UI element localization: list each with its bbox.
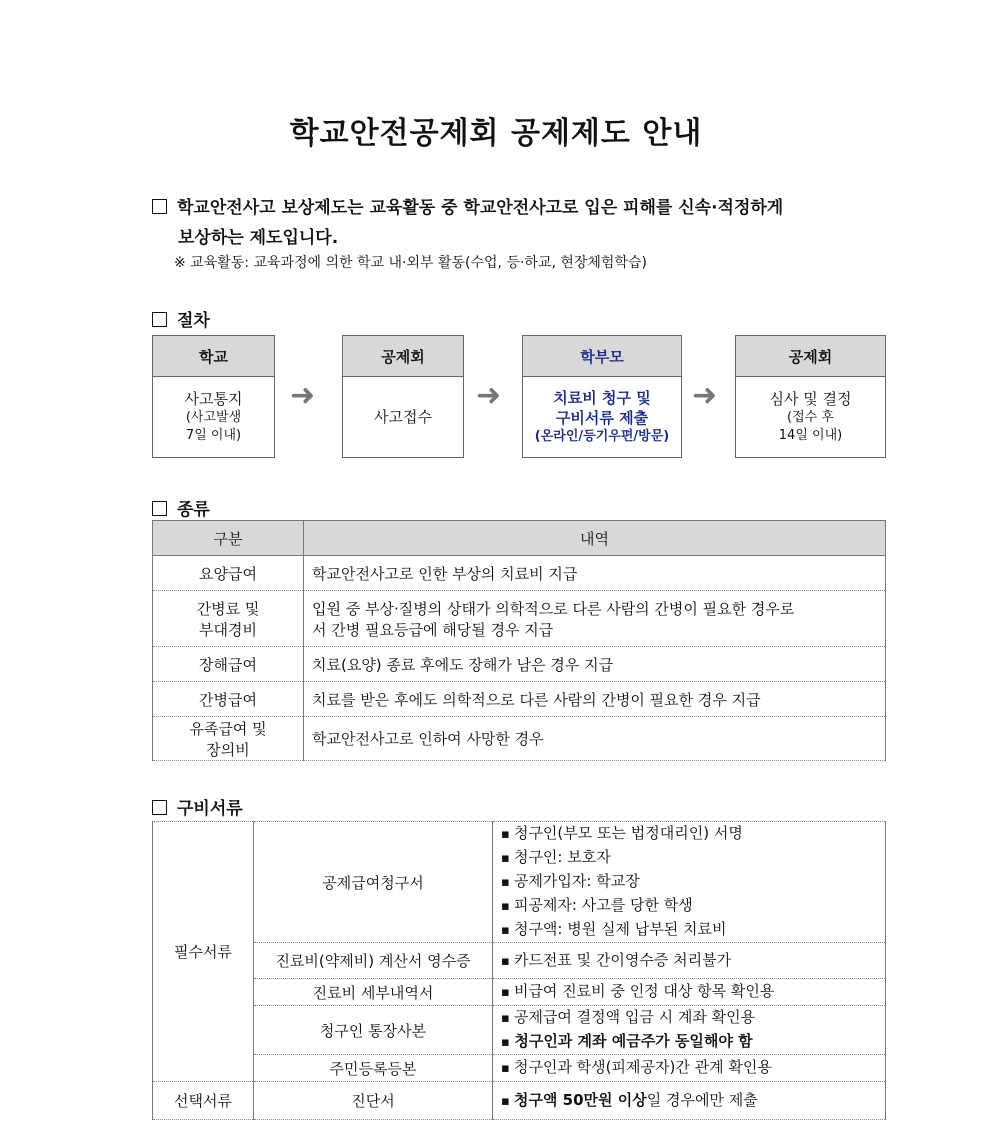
checkbox-bullet-icon <box>152 199 167 214</box>
flow-step-text: 사고통지 <box>184 390 243 408</box>
flow-step-head: 학교 <box>153 336 274 377</box>
docs-heading: 구비서류 <box>152 794 243 819</box>
table-row: 유족급여 및 장의비 학교안전사고로 인하여 사망한 경우 <box>153 717 886 761</box>
arrow-right-icon: ➜ <box>692 378 718 413</box>
table-row: 진료비(약제비) 계산서 영수증 ▪ 카드전표 및 간이영수증 처리불가 <box>153 943 886 979</box>
list-item: ▪ 청구액 50만원 이상일 경우에만 제출 <box>501 1089 877 1113</box>
flow-step-sub: 14일 이내) <box>778 428 843 443</box>
table-row: 청구인 통장사본 ▪ 공제급여 결정액 입금 시 계좌 확인용 ▪ 청구인과 계좌 예금주가 동일해야 함 <box>153 1006 886 1055</box>
list-item: ▪ 청구인과 학생(피제공자)간 관계 확인용 <box>501 1056 877 1080</box>
intro-note: ※ 교육활동: 교육과정에 의한 학교 내·외부 활동(수업, 등·하교, 현장체험학습) <box>174 255 647 271</box>
docs-table <box>152 821 886 1120</box>
table-row: 요양급여 학교안전사고로 인한 부상의 치료비 지급 <box>153 556 886 591</box>
list-item: ▪ 카드전표 및 간이영수증 처리불가 <box>501 949 877 973</box>
checkbox-bullet-icon <box>152 501 167 516</box>
table-row: 간병급여 치료를 받은 후에도 의학적으로 다른 사람의 간병이 필요한 경우 지급 <box>153 682 886 717</box>
list-item: ▪ 공제급여 결정액 입금 시 계좌 확인용 <box>501 1006 877 1030</box>
col-header: 내역 <box>304 521 886 556</box>
flow-step-text: 치료비 청구 및 <box>553 389 651 407</box>
list-item: ▪ 청구인(부모 또는 법정대리인) 서명 <box>501 822 877 846</box>
flow-step-head: 학부모 <box>523 336 681 377</box>
flow-step-association <box>342 335 464 458</box>
flow-step-text: 심사 및 결정 <box>769 390 852 408</box>
flow-step-head: 공제회 <box>736 336 885 377</box>
list-item: ▪ 공제가입자: 학교장 <box>501 870 877 894</box>
list-item: ▪ 비급여 진료비 중 인정 대상 항목 확인용 <box>501 980 877 1004</box>
list-item: ▪ 청구인과 계좌 예금주가 동일해야 함 <box>501 1030 877 1054</box>
table-row: 선택서류 진단서 ▪ 청구액 50만원 이상일 경우에만 제출 <box>153 1082 886 1120</box>
table-row: 주민등록등본 ▪ 청구인과 학생(피제공자)간 관계 확인용 <box>153 1055 886 1082</box>
optional-docs-label: 선택서류 <box>153 1082 254 1120</box>
flow-step-sub: 7일 이내) <box>185 428 242 443</box>
flow-step-text: 구비서류 제출 <box>555 409 649 427</box>
types-table <box>152 520 886 761</box>
table-row: 필수서류 공제급여청구서 ▪ 청구인(부모 또는 법정대리인) 서명 ▪ 청구인: 보호자 ▪ 공제가입자: 학교장 ▪ 피공제자: 사고를 당한 학생 ▪ 청구액: 병원 실제 납부된 치료비 <box>153 822 886 943</box>
flow-step-school <box>152 335 275 458</box>
flow-step-parent <box>522 335 682 458</box>
list-item: ▪ 피공제자: 사고를 당한 학생 <box>501 894 877 918</box>
table-row: 간병료 및 부대경비 입원 중 부상·질병의 상태가 의학적으로 다른 사람의 간병이 필요한 경우로 서 간병 필요등급에 해당될 경우 지급 <box>153 591 886 647</box>
required-docs-label: 필수서류 <box>153 822 254 1082</box>
list-item: ▪ 청구인: 보호자 <box>501 846 877 870</box>
page-title: 학교안전공제회 공제제도 안내 <box>289 116 703 151</box>
claim-form-items <box>501 822 877 942</box>
checkbox-bullet-icon <box>152 800 167 815</box>
flow-step-review <box>735 335 886 458</box>
flow-step-sub: (접수 후 <box>787 410 834 425</box>
flow-step-sub: (온라인/등기우편/방문) <box>534 429 670 444</box>
arrow-right-icon: ➜ <box>290 378 316 413</box>
checkbox-bullet-icon <box>152 312 167 327</box>
arrow-right-icon: ➜ <box>476 378 502 413</box>
flow-step-sub: (사고발생 <box>185 410 242 425</box>
types-heading: 종류 <box>152 495 210 520</box>
table-row: 장해급여 치료(요양) 종료 후에도 장해가 남은 경우 지급 <box>153 647 886 682</box>
intro-line-2: 보상하는 제도입니다. <box>178 228 339 248</box>
flow-step-text: 사고접수 <box>374 408 432 426</box>
col-header: 구분 <box>153 521 304 556</box>
procedure-heading: 절차 <box>152 306 210 331</box>
flow-step-head: 공제회 <box>343 336 463 377</box>
list-item: ▪ 청구액: 병원 실제 납부된 치료비 <box>501 918 877 942</box>
intro-line-1: 학교안전사고 보상제도는 교육활동 중 학교안전사고로 입은 피해를 신속·적정하게 <box>152 193 783 218</box>
table-row: 진료비 세부내역서 ▪ 비급여 진료비 중 인정 대상 항목 확인용 <box>153 979 886 1006</box>
